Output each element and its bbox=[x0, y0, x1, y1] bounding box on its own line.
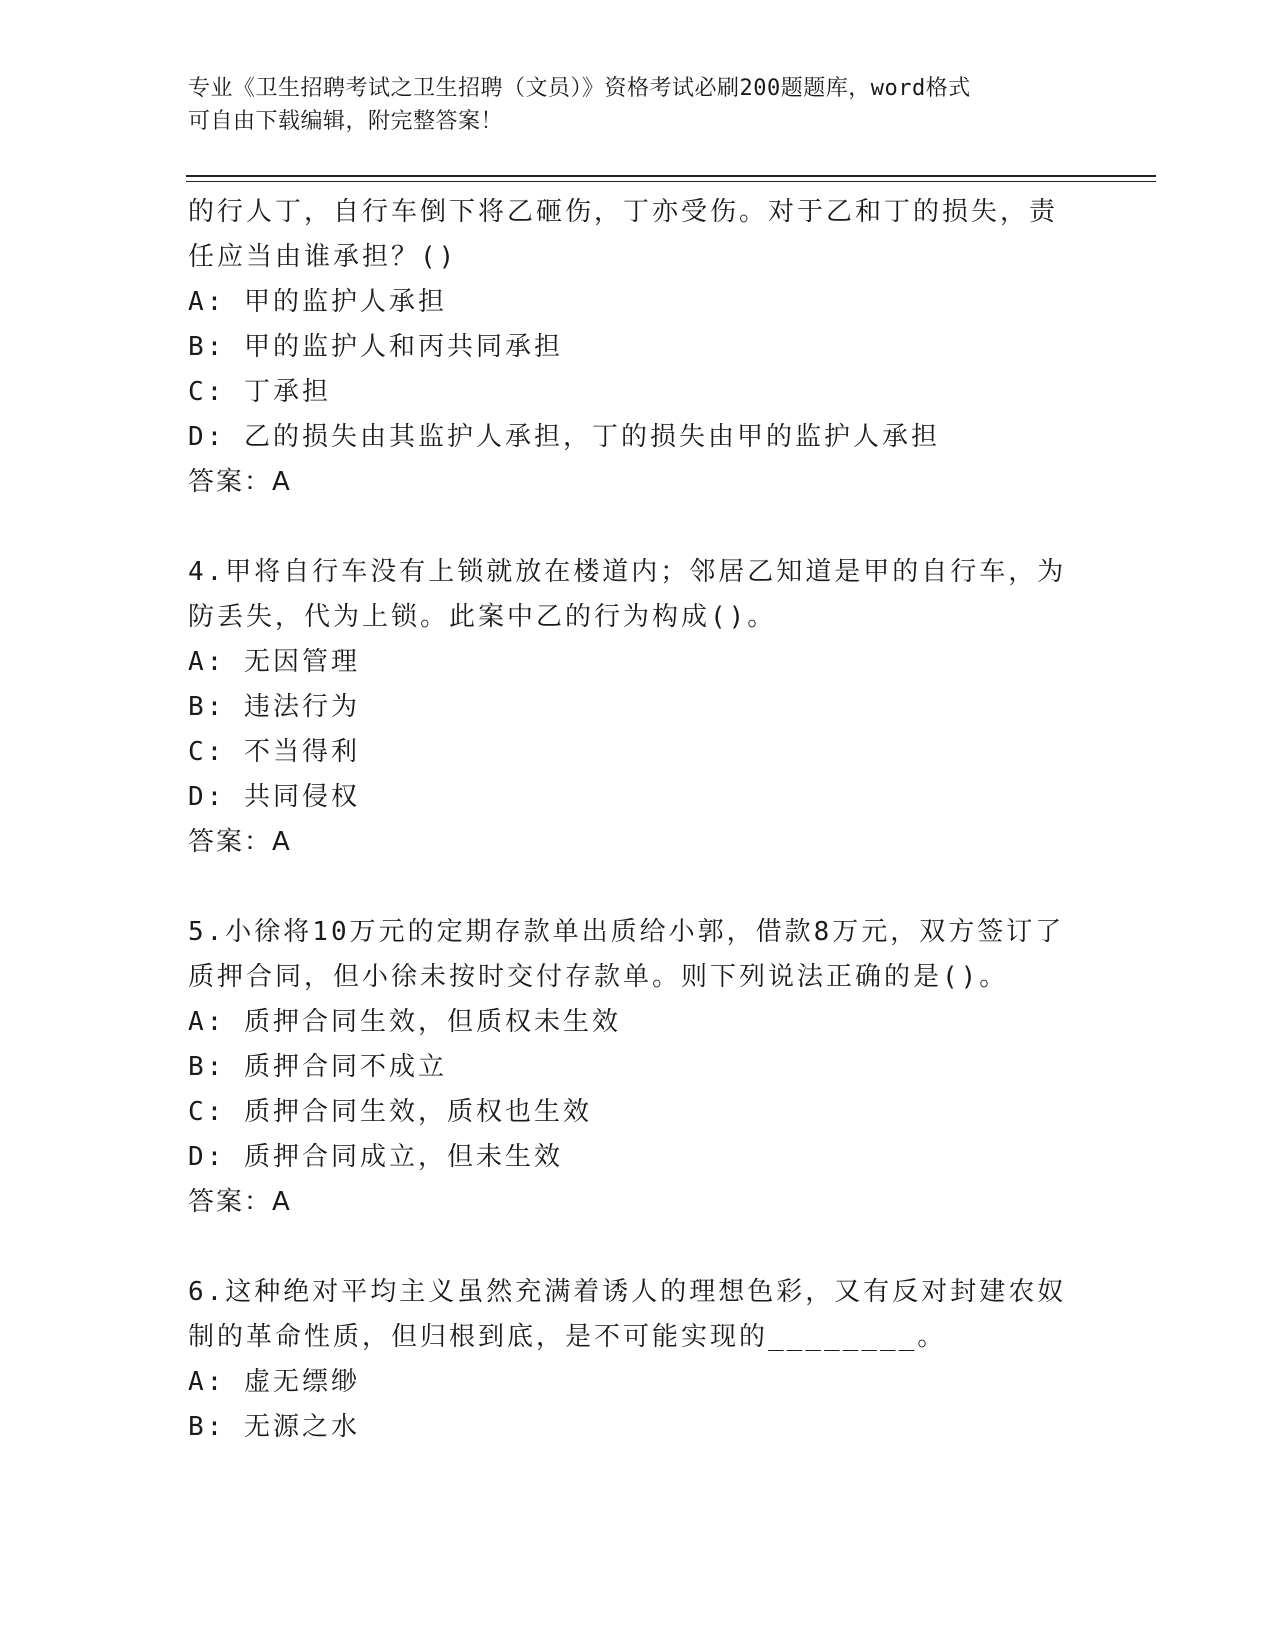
question-text-line: 4.甲将自行车没有上锁就放在楼道内；邻居乙知道是甲的自行车，为 bbox=[188, 557, 1067, 587]
question-4 bbox=[188, 550, 1088, 865]
option-b: B: 甲的监护人和丙共同承担 bbox=[188, 332, 563, 362]
option-a: A: 甲的监护人承担 bbox=[188, 287, 447, 317]
spacer bbox=[188, 505, 1088, 550]
question-text-line: 防丢失，代为上锁。此案中乙的行为构成()。 bbox=[188, 602, 777, 632]
document-header bbox=[188, 72, 1068, 138]
option-d: D: 质押合同成立，但未生效 bbox=[188, 1142, 563, 1172]
header-title-line-2: 可自由下载编辑，附完整答案！ bbox=[188, 109, 504, 134]
option-c: C: 质押合同生效，质权也生效 bbox=[188, 1097, 592, 1127]
question-list bbox=[188, 190, 1088, 1450]
option-c: C: 丁承担 bbox=[188, 377, 331, 407]
option-b: B: 违法行为 bbox=[188, 692, 360, 722]
question-text-line: 6.这种绝对平均主义虽然充满着诱人的理想色彩，又有反对封建农奴 bbox=[188, 1277, 1067, 1307]
spacer bbox=[188, 1225, 1088, 1270]
answer-line: 答案：A bbox=[188, 827, 292, 857]
option-d: D: 共同侵权 bbox=[188, 782, 360, 812]
option-a: A: 质押合同生效，但质权未生效 bbox=[188, 1007, 621, 1037]
question-5 bbox=[188, 910, 1088, 1225]
header-rule-thin bbox=[186, 181, 1156, 182]
question-text-line: 的行人丁，自行车倒下将乙砸伤，丁亦受伤。对于乙和丁的损失，责 bbox=[188, 197, 1059, 227]
spacer bbox=[188, 865, 1088, 910]
answer-line: 答案：A bbox=[188, 467, 292, 497]
question-text-line: 制的革命性质，但归根到底，是不可能实现的________。 bbox=[188, 1322, 947, 1352]
question-6 bbox=[188, 1270, 1088, 1450]
option-b: B: 无源之水 bbox=[188, 1412, 360, 1442]
question-text-line: 任应当由谁承担？() bbox=[188, 242, 458, 272]
question-text-line: 质押合同，但小徐未按时交付存款单。则下列说法正确的是()。 bbox=[188, 962, 1009, 992]
option-c: C: 不当得利 bbox=[188, 737, 360, 767]
option-b: B: 质押合同不成立 bbox=[188, 1052, 447, 1082]
header-rule-thick bbox=[186, 175, 1156, 177]
header-title-line-1: 专业《卫生招聘考试之卫生招聘（文员）》资格考试必刷200题题库，word格式 bbox=[188, 76, 971, 101]
option-d: D: 乙的损失由其监护人承担，丁的损失由甲的监护人承担 bbox=[188, 422, 940, 452]
question-text-line: 5.小徐将10万元的定期存款单出质给小郭，借款8万元，双方签订了 bbox=[188, 917, 1065, 947]
answer-line: 答案：A bbox=[188, 1187, 292, 1217]
option-a: A: 无因管理 bbox=[188, 647, 360, 677]
option-a: A: 虚无缥缈 bbox=[188, 1367, 360, 1397]
question-3 bbox=[188, 190, 1088, 505]
